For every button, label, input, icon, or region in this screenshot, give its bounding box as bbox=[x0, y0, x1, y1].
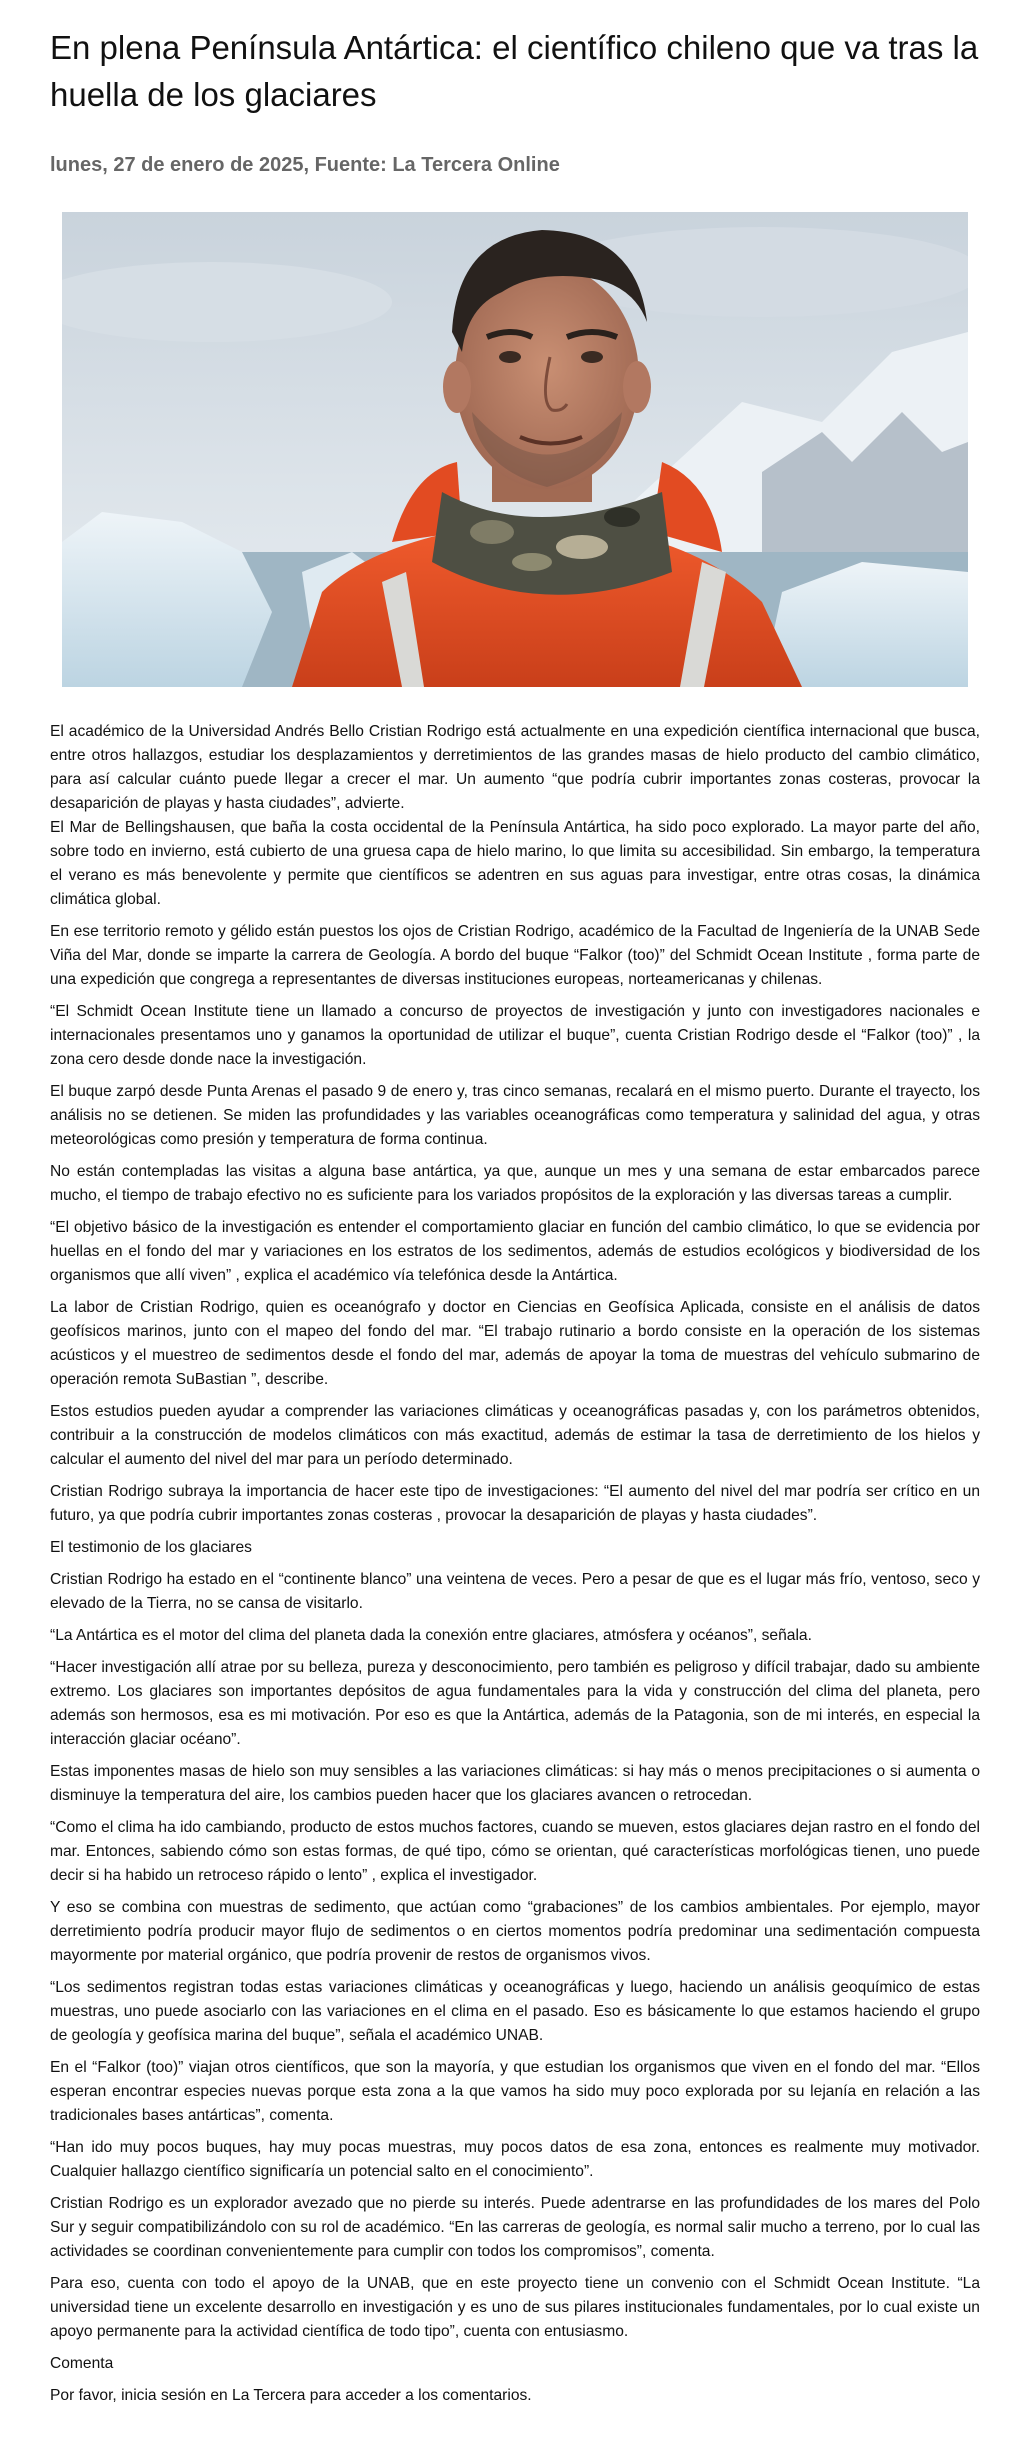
article-paragraph: Y eso se combina con muestras de sedimento, que actúan como “grabaciones” de los cambios ambientales. Por ejemplo, mayor derretimiento podría producir mayor flujo de sedimentos o en ciertos momentos podría predominar una sedimentación compuesta mayormente por material orgánico, que podría provenir de restos de organismos vivos. bbox=[50, 1899, 980, 1964]
article-paragraph: La labor de Cristian Rodrigo, quien es oceanógrafo y doctor en Ciencias en Geofísica Aplicada, consiste en el análisis de datos geofísicos marinos, junto con el mapeo del fondo del mar. “El trabajo rutinario a bordo consiste en la operación de los sistemas acústicos y el muestreo de sedimentos desde el fondo del mar, además de apoyar la toma de muestras del vehículo submarino de operación remota SuBastian ”, describe. bbox=[50, 1299, 980, 1388]
article-paragraph: Estos estudios pueden ayudar a comprender las variaciones climáticas y oceanográficas pasadas y, con los parámetros obtenidos, contribuir a la construcción de modelos climáticos con más exactitud, además de estimar la tasa de derretimiento de los hielos y calcular el aumento del nivel del mar para un período determinado. bbox=[50, 1403, 980, 1468]
article-paragraph: En ese territorio remoto y gélido están puestos los ojos de Cristian Rodrigo, académico de la Facultad de Ingeniería de la UNAB Sede Viña del Mar, donde se imparte la carrera de Geología. A bordo del buque “Falkor (too)” del Schmidt Ocean Institute , forma parte de una expedición que congrega a representantes de diversas instituciones europeas, norteamericanas y chilenas. bbox=[50, 923, 980, 988]
article-paragraph: “El objetivo básico de la investigación es entender el comportamiento glaciar en función del cambio climático, lo que se evidencia por huellas en el fondo del mar y variaciones en los estratos de los sedimentos, además de estudios ecológicos y biodiversidad de los organismos que allí viven” , explica el académico vía telefónica desde la Antártica. bbox=[50, 1219, 980, 1284]
article-paragraph: El académico de la Universidad Andrés Bello Cristian Rodrigo está actualmente en una expedición científica internacional que busca, entre otros hallazgos, estudiar los desplazamientos y derretimientos de las grandes masas de hielo producto del cambio climático, para así calcular cuánto puede llegar a crecer el mar. Un aumento “que podría cubrir importantes zonas costeras, provocar la desaparición de playas y hasta ciudades”, advierte. bbox=[50, 723, 980, 812]
article-title: En plena Península Antártica: el científico chileno que va tras la huella de los glaciares bbox=[50, 29, 979, 113]
article-paragraph: El Mar de Bellingshausen, que baña la costa occidental de la Península Antártica, ha sido poco explorado. La mayor parte del año, sobre todo en invierno, está cubierto de una gruesa capa de hielo marino, lo que limita su accesibilidad. Sin embargo, la temperatura el verano es más benevolente y permite que científicos se adentren en sus aguas para investigar, entre otras cosas, la dinámica climática global. bbox=[50, 819, 980, 908]
article-paragraph: “Los sedimentos registran todas estas variaciones climáticas y oceanográficas y luego, haciendo un análisis geoquímico de estas muestras, uno puede asociarlo con las variaciones en el clima en el pasado. Eso es básicamente lo que estamos haciendo el grupo de geología y geofísica marina del buque”, señala el académico UNAB. bbox=[50, 1979, 980, 2044]
comments-login-prompt: Por favor, inicia sesión en La Tercera para acceder a los comentarios. bbox=[50, 2387, 532, 2404]
article-paragraph: Estas imponentes masas de hielo son muy sensibles a las variaciones climáticas: si hay más o menos precipitaciones o si aumenta o disminuye la temperatura del aire, los cambios pueden hacer que los glaciares avancen o retrocedan. bbox=[50, 1763, 980, 1804]
article-paragraph: Cristian Rodrigo ha estado en el “continente blanco” una veintena de veces. Pero a pesar de que es el lugar más frío, ventoso, seco y elevado de la Tierra, no se cansa de visitarlo. bbox=[50, 1571, 980, 1612]
comments-heading: Comenta bbox=[50, 2355, 114, 2372]
article-paragraph: Cristian Rodrigo es un explorador avezado que no pierde su interés. Puede adentrarse en las profundidades de los mares del Polo Sur y seguir compatibilizándolo con su rol de académico. “En las carreras de geología, es normal salir mucho a terreno, por lo cual las actividades se coordinan convenientemente para cumplir con todos los compromisos”, comenta. bbox=[50, 2195, 980, 2260]
section-heading: El testimonio de los glaciares bbox=[50, 1539, 252, 1556]
article-photo bbox=[62, 212, 968, 687]
article-paragraph: “Como el clima ha ido cambiando, producto de estos muchos factores, cuando se mueven, estos glaciares dejan rastro en el fondo del mar. Entonces, sabiendo cómo son estas formas, de qué tipo, cómo se orientan, qué características morfológicas tienen, uno puede decir si ha habido un retroceso rápido o lento” , explica el investigador. bbox=[50, 1819, 980, 1884]
article-paragraph: En el “Falkor (too)” viajan otros científicos, que son la mayoría, y que estudian los organismos que viven en el fondo del mar. “Ellos esperan encontrar especies nuevas porque esta zona a la que vamos ha sido muy poco explorada por su lejanía en relación a las tradicionales bases antárticas”, comenta. bbox=[50, 2059, 980, 2124]
article-body bbox=[50, 720, 980, 2416]
article-paragraph: “El Schmidt Ocean Institute tiene un llamado a concurso de proyectos de investigación y junto con investigadores nacionales e internacionales presentamos uno y ganamos la oportunidad de utilizar el buque”, cuenta Cristian Rodrigo desde el “Falkor (too)” , la zona cero desde donde nace la investigación. bbox=[50, 1003, 980, 1068]
article-paragraph: Cristian Rodrigo subraya la importancia de hacer este tipo de investigaciones: “El aumento del nivel del mar podría ser crítico en un futuro, ya que podría cubrir importantes zonas costeras , provocar la desaparición de playas y hasta ciudades”. bbox=[50, 1483, 980, 1524]
article-paragraph: “La Antártica es el motor del clima del planeta dada la conexión entre glaciares, atmósfera y océanos”, señala. bbox=[50, 1627, 812, 1644]
article-paragraph: No están contempladas las visitas a alguna base antártica, ya que, aunque un mes y una semana de estar embarcados parece mucho, el tiempo de trabajo efectivo no es suficiente para los variados propósitos de la exploración y las diversas tareas a cumplir. bbox=[50, 1163, 980, 1204]
article-paragraph: “Hacer investigación allí atrae por su belleza, pureza y desconocimiento, pero también es peligroso y difícil trabajar, dado su ambiente extremo. Los glaciares son importantes depósitos de agua fundamentales para la vida y construcción del clima del planeta, pero además son hermosos, esa es mi motivación. Por eso es que la Antártica, además de la Patagonia, son de mi interés, en especial la interacción glaciar océano”. bbox=[50, 1659, 980, 1748]
article-paragraph: Para eso, cuenta con todo el apoyo de la UNAB, que en este proyecto tiene un convenio con el Schmidt Ocean Institute. “La universidad tiene un excelente desarrollo en investigación y es uno de sus pilares institucionales fundamentales, por lo cual existe un apoyo permanente para la actividad científica de todo tipo”, cuenta con entusiasmo. bbox=[50, 2275, 980, 2340]
article-date-source: lunes, 27 de enero de 2025, Fuente: La Tercera Online bbox=[50, 154, 560, 176]
article-paragraph: “Han ido muy pocos buques, hay muy pocas muestras, muy pocos datos de esa zona, entonces es realmente muy motivador. Cualquier hallazgo científico significaría un potencial salto en el conocimiento”. bbox=[50, 2139, 980, 2180]
scientist-portrait-illustration bbox=[62, 212, 968, 687]
article-paragraph: El buque zarpó desde Punta Arenas el pasado 9 de enero y, tras cinco semanas, recalará en el mismo puerto. Durante el trayecto, los análisis no se detienen. Se miden las profundidades y las variables oceanográficas como temperatura y salinidad del agua, y otras meteorológicas como presión y temperatura de forma continua. bbox=[50, 1083, 980, 1148]
